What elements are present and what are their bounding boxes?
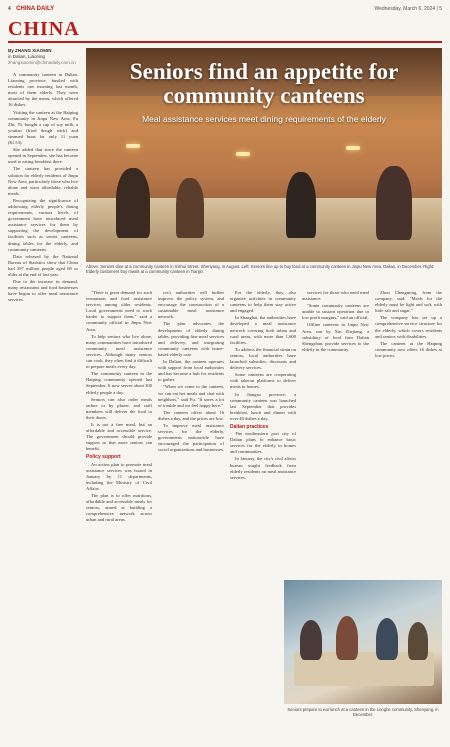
section-rule xyxy=(8,41,442,43)
article-paragraph: ros's authorities will further improve the policy system, and encourage the construction of a sustainable meal assistance network. xyxy=(158,290,224,320)
diner-figure xyxy=(376,166,412,240)
article-paragraph: To improve meal assistance services for the elderly, governments nationwide have encouraged the participation of social organizations and businesses. xyxy=(158,422,224,453)
article-paragraph: The company has set up a comprehensive service structure for the elderly, which covers residents and seniors with disabilities. xyxy=(375,315,442,339)
senior-figure xyxy=(336,616,358,660)
hero-photo xyxy=(86,48,442,262)
masthead xyxy=(8,6,442,18)
senior-figure xyxy=(408,622,428,660)
article-paragraph: To help seniors who live alone, many communities have introduced community meal assistance services. Although many seniors can cook, they often find it difficult to prepare meals every day. xyxy=(86,333,152,370)
article-paragraph: A community canteen in Dalian, Liaoning province, bustled with residents one morning last month, most of them elderly. They were attracted by the menu, which offered 16 dishes. xyxy=(8,72,78,108)
article-paragraph: Zhou Chengming, from the company, said: "Meals for the elderly must be light and soft, with little salt and sugar." xyxy=(375,290,442,314)
byline-email[interactable]: zhangxiaomin@chinadaily.com.cn xyxy=(8,60,76,65)
subheading: Policy support xyxy=(86,454,121,461)
article-paragraph: Some canteens are cooperating with takeout platforms to deliver meals to homes. xyxy=(230,372,296,390)
byline-author: By ZHANG XIAOMIN xyxy=(8,48,52,53)
article-paragraph: "Some community canteens are unable to sustain operation due to low profit margins," said an official. xyxy=(302,303,369,321)
byline-location: in Dalian, Liaoning xyxy=(8,54,46,59)
article-column-5 xyxy=(302,290,442,575)
byline xyxy=(8,48,76,66)
article-paragraph: Recognizing the significance of addressing elderly people's dining requirements, various levels of government have introduced meal assistance services for them by supporting the development of facilities such as senior canteens, dining tables for the elderly, and community canteens. xyxy=(8,197,78,252)
article-paragraph: "There is great demand for such restaurants and food assistance services among older residents. Local governments need to work harder to support them," said a community official in Jinpu New Area. xyxy=(86,290,152,332)
article-paragraph: In Shanghai, the authorities have developed a meal assistance network covering both urban and rural areas, with more than 1,600 facilities. xyxy=(230,315,296,345)
senior-figure xyxy=(300,620,322,660)
article-paragraph: An action plan to promote meal assistance services was issued in January by 11 departments, including the Ministry of Civil Affairs. xyxy=(86,461,152,491)
article-paragraph: Offline canteens in Jinpu New Area, run by Xin Zhejiang, a subsidiary of food firm Dalian Shengzhan, provide services to the elderly in the community. xyxy=(302,322,369,352)
article-paragraph: Visiting the canteen at the Haiping community in Jinpu New Area, Fu Zhi, 76, bought a cup of soy milk, a youtiao (fried dough stick) and steamed buns for only 11 yuan ($1.53). xyxy=(8,109,78,146)
article-paragraph: The canteen at the Haiping community now offers 16 dishes at low prices. xyxy=(375,340,442,358)
article-paragraph: The plan advocates the development of elderly dining tables, providing fine meal services and delivery, and integrating community canteens with home-based elderly care. xyxy=(158,321,224,357)
article-paragraph: The canteen offers about 16 dishes a day, and the prices are low. xyxy=(158,409,224,421)
article-paragraph: For the elderly, they also organize activities in community canteens to help them stay active and engaged. xyxy=(230,290,296,314)
article-paragraph: She added that since the canteen opened in September, she has become used to eating breakfast there. xyxy=(8,147,78,165)
article-paragraph: The northeastern port city of Dalian plans to enhance basic services for the elderly in homes and communities. xyxy=(230,431,296,455)
article-paragraph: The plan is to offer nutritious, affordable and accessible meals for seniors, aimed at building a comprehensive network across urban and rural areas. xyxy=(86,493,152,523)
headline: Seniors find an appetite for community canteens xyxy=(129,59,399,108)
article-paragraph: services for those who need meal assistance. xyxy=(302,290,369,302)
senior-figure xyxy=(376,618,398,660)
page-number: 4 xyxy=(8,6,11,12)
article-paragraph: It is not a free meal, but an affordable and accessible service. The government should provide support so that more seniors can benefit. xyxy=(86,421,152,452)
ceiling-light xyxy=(346,146,360,150)
article-paragraph: The community canteen in the Haiping community opened last September. It now serves about 300 elderly people a day. xyxy=(86,371,152,395)
article-column-1 xyxy=(8,72,78,742)
article-paragraph: Data released by the National Bureau of Statistics show that China had 297 million people aged 60 or older at the end of last year. xyxy=(8,253,78,277)
article-paragraph: In January, the city's civil affairs bureau sought feedback from elderly residents on meal assistance services. xyxy=(230,456,296,480)
ceiling-light xyxy=(126,144,140,148)
article-paragraph: "When we come to the canteen, we can eat hot meals and chat with neighbors," said Fu. "It saves a lot of trouble and we feel happy here." xyxy=(158,384,224,408)
secondary-photo-caption: Seniors prepare to eat lunch at a canteen in the Longhe community, Shenyang, in December. xyxy=(287,707,439,718)
deck: Meal assistance services meet dining requirements of the elderly xyxy=(142,114,386,124)
diner-figure xyxy=(116,168,150,238)
diner-figure xyxy=(286,172,316,238)
article-column-2 xyxy=(86,290,152,742)
article-paragraph: In Dalian, the canteen operates with support from local authorities and has become a hub for residents to gather. xyxy=(158,359,224,383)
ceiling-light xyxy=(236,152,250,156)
article-paragraph: In Jiangsu province, a community canteen was launched last September that provides breakfast, lunch and dinner with over 40 dishes a day. xyxy=(230,391,296,421)
secondary-photo xyxy=(284,580,442,704)
photo-caption: Above: Seniors dine at a community canteen in Xishui Street, Shenyang, in August. Left: Seniors line up to buy food at a community canteen in Jinpu New Area, Dalian, in December. Right: Elderly customers buy meals at a community canteen in Tianjin. xyxy=(86,264,435,275)
paper-logo: CHINA DAILY xyxy=(16,6,55,12)
issue-date: Wednesday, March 6, 2024 | 5 xyxy=(374,6,442,12)
subheading: Dalian practices xyxy=(230,423,269,430)
article-paragraph: Due to the increase in demand, many restaurants and food businesses have begun to offer meal assistance services. xyxy=(8,279,78,303)
diner-figure xyxy=(176,178,204,238)
article-paragraph: The canteen has provided a solution for elderly residents of Jinpu New Area, particularly those who live alone and want affordable, reliable meals. xyxy=(8,166,78,196)
section-title: CHINA xyxy=(8,18,80,40)
article-paragraph: To address the financial strain on seniors, local authorities have launched subsidies, discounts and delivery services. xyxy=(230,346,296,371)
article-column-3 xyxy=(158,290,224,742)
article-paragraph: Seniors can also order meals online or by phone, and staff members will deliver the food to their doors. xyxy=(86,396,152,420)
